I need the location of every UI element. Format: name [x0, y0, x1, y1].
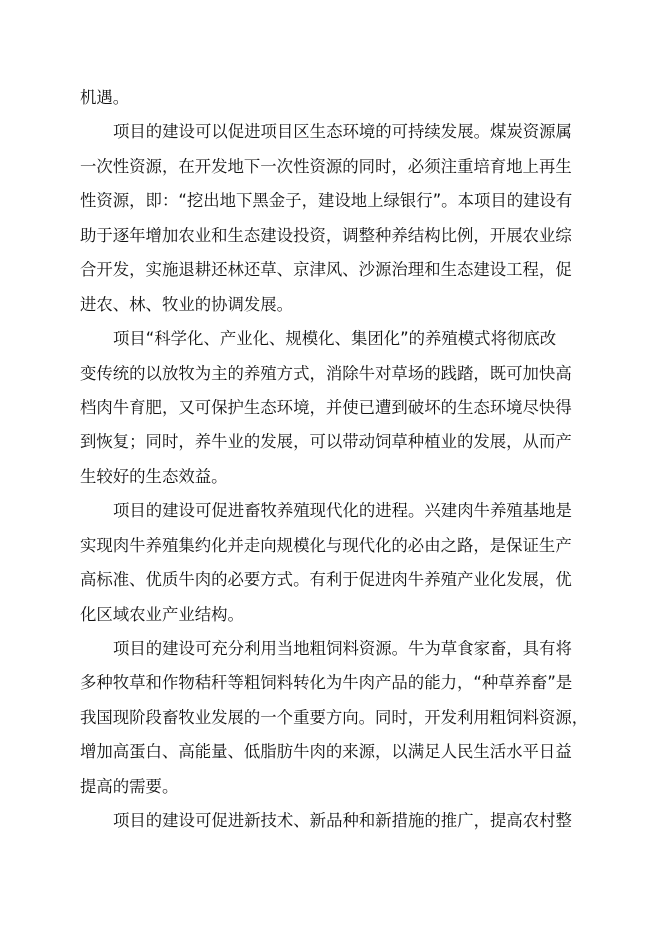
text-line: 档肉牛育肥，又可保护生态环境，并使已遭到破坏的生态环境尽快得	[80, 397, 572, 417]
text-line: 项目的建设可充分利用当地粗饲料资源。牛为草食家畜，具有将	[113, 639, 572, 658]
text-line: 我国现阶段畜牧业发展的一个重要方向。同时，开发利用粗饲料资源，	[80, 707, 589, 727]
text-line: 生较好的生态效益。	[80, 466, 228, 486]
text-line: 增加高蛋白、高能量、低脂肪牛肉的来源，以满足人民生活水平日益	[80, 742, 572, 762]
text-line: 合开发，实施退耕还林还草、京津风、沙源治理和生态建设工程，促	[80, 260, 572, 280]
text-line: 性资源，即：“挖出地下黑金子，建设地上绿银行”。本项目的建设有	[80, 191, 573, 211]
text-line: 项目的建设可以促进项目区生态环境的可持续发展。煤炭资源属	[113, 122, 572, 142]
text-line: 项目“科学化、产业化、规模化、集团化”的养殖模式将彻底改	[113, 329, 557, 349]
body-text	[80, 81, 589, 839]
text-line: 机遇。	[80, 88, 130, 107]
text-line: 高标准、优质牛肉的必要方式。有利于促进肉牛养殖产业化发展，优	[80, 570, 572, 590]
text-line: 项目的建设可促进畜牧养殖现代化的进程。兴建肉牛养殖基地是	[113, 501, 572, 521]
text-line: 实现肉牛养殖集约化并走向规模化与现代化的必由之路，是保证生产	[80, 535, 572, 555]
text-line: 项目的建设可促进新技术、新品种和新措施的推广，提高农村整	[113, 811, 572, 831]
text-line: 助于逐年增加农业和生态建设投资，调整种养结构比例，开展农业综	[80, 225, 572, 245]
text-line: 到恢复；同时，养牛业的发展，可以带动饲草种植业的发展，从而产	[80, 432, 572, 452]
text-line: 提高的需要。	[80, 776, 179, 796]
text-line: 变传统的以放牧为主的养殖方式，消除牛对草场的践踏，既可加快高	[80, 363, 572, 383]
text-line: 进农、林、牧业的协调发展。	[80, 294, 294, 314]
text-line: 一次性资源，在开发地下一次性资源的同时，必须注重培育地上再生	[80, 156, 572, 176]
text-line: 化区域农业产业结构。	[80, 604, 244, 624]
text-line: 多种牧草和作物秸秆等粗饲料转化为牛肉产品的能力，“种草养畜”是	[80, 673, 573, 693]
